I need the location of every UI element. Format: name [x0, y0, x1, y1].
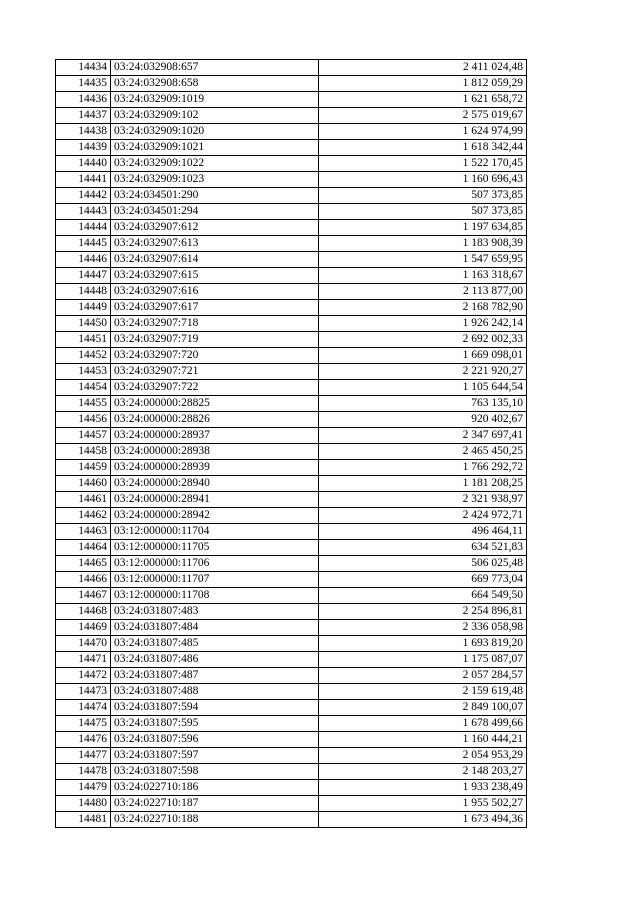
table-row [56, 524, 527, 540]
table-row [56, 732, 527, 748]
row-number-cell: 14439 [56, 140, 111, 156]
value-cell: 2 465 450,25 [319, 444, 527, 460]
table-row [56, 332, 527, 348]
table-row [56, 444, 527, 460]
table-row [56, 636, 527, 652]
cadastral-number-cell: 03:24:031807:485 [111, 636, 319, 652]
cadastral-number-cell: 03:24:032909:102 [111, 108, 319, 124]
value-cell: 669 773,04 [319, 572, 527, 588]
table-row [56, 204, 527, 220]
row-number-cell: 14438 [56, 124, 111, 140]
table-body [56, 60, 527, 828]
value-cell: 920 402,67 [319, 412, 527, 428]
value-cell: 634 521,83 [319, 540, 527, 556]
row-number-cell: 14446 [56, 252, 111, 268]
cadastral-number-cell: 03:24:032909:1023 [111, 172, 319, 188]
row-number-cell: 14476 [56, 732, 111, 748]
row-number-cell: 14435 [56, 76, 111, 92]
value-cell: 2 692 002,33 [319, 332, 527, 348]
value-cell: 1 693 819,20 [319, 636, 527, 652]
table-row [56, 364, 527, 380]
value-cell: 763 135,10 [319, 396, 527, 412]
value-cell: 2 347 697,41 [319, 428, 527, 444]
cadastral-number-cell: 03:24:032909:1022 [111, 156, 319, 172]
table-row [56, 172, 527, 188]
value-cell: 664 549,50 [319, 588, 527, 604]
cadastral-number-cell: 03:24:031807:486 [111, 652, 319, 668]
row-number-cell: 14480 [56, 796, 111, 812]
value-cell: 506 025,48 [319, 556, 527, 572]
table-row [56, 764, 527, 780]
cadastral-number-cell: 03:24:032907:616 [111, 284, 319, 300]
table-row [56, 428, 527, 444]
row-number-cell: 14459 [56, 460, 111, 476]
data-table [55, 59, 527, 828]
row-number-cell: 14445 [56, 236, 111, 252]
row-number-cell: 14452 [56, 348, 111, 364]
cadastral-number-cell: 03:24:034501:294 [111, 204, 319, 220]
cadastral-number-cell: 03:24:000000:28825 [111, 396, 319, 412]
table-row [56, 140, 527, 156]
cadastral-number-cell: 03:24:022710:188 [111, 812, 319, 828]
table-row [56, 380, 527, 396]
table-row [56, 716, 527, 732]
value-cell: 507 373,85 [319, 188, 527, 204]
table-row [56, 60, 527, 76]
table-row [56, 652, 527, 668]
table-row [56, 700, 527, 716]
table-row [56, 236, 527, 252]
cadastral-number-cell: 03:24:034501:290 [111, 188, 319, 204]
row-number-cell: 14472 [56, 668, 111, 684]
row-number-cell: 14457 [56, 428, 111, 444]
value-cell: 1 105 644,54 [319, 380, 527, 396]
row-number-cell: 14466 [56, 572, 111, 588]
value-cell: 507 373,85 [319, 204, 527, 220]
row-number-cell: 14467 [56, 588, 111, 604]
row-number-cell: 14478 [56, 764, 111, 780]
value-cell: 1 163 318,67 [319, 268, 527, 284]
row-number-cell: 14468 [56, 604, 111, 620]
table-row [56, 748, 527, 764]
row-number-cell: 14465 [56, 556, 111, 572]
table-row [56, 780, 527, 796]
cadastral-number-cell: 03:24:031807:597 [111, 748, 319, 764]
value-cell: 2 254 896,81 [319, 604, 527, 620]
cadastral-number-cell: 03:12:000000:11707 [111, 572, 319, 588]
value-cell: 1 669 098,01 [319, 348, 527, 364]
value-cell: 1 160 444,21 [319, 732, 527, 748]
cadastral-number-cell: 03:24:031807:487 [111, 668, 319, 684]
value-cell: 2 411 024,48 [319, 60, 527, 76]
value-cell: 2 168 782,90 [319, 300, 527, 316]
value-cell: 1 933 238,49 [319, 780, 527, 796]
cadastral-number-cell: 03:24:032909:1020 [111, 124, 319, 140]
cadastral-number-cell: 03:24:032907:615 [111, 268, 319, 284]
row-number-cell: 14460 [56, 476, 111, 492]
table-row [56, 796, 527, 812]
table-row [56, 268, 527, 284]
row-number-cell: 14481 [56, 812, 111, 828]
cadastral-number-cell: 03:24:032907:719 [111, 332, 319, 348]
cadastral-number-cell: 03:24:022710:187 [111, 796, 319, 812]
row-number-cell: 14442 [56, 188, 111, 204]
row-number-cell: 14464 [56, 540, 111, 556]
cadastral-number-cell: 03:24:032908:658 [111, 76, 319, 92]
row-number-cell: 14453 [56, 364, 111, 380]
table-row [56, 460, 527, 476]
cadastral-number-cell: 03:24:031807:484 [111, 620, 319, 636]
value-cell: 2 424 972,71 [319, 508, 527, 524]
cadastral-number-cell: 03:24:031807:488 [111, 684, 319, 700]
cadastral-number-cell: 03:24:032907:612 [111, 220, 319, 236]
value-cell: 1 618 342,44 [319, 140, 527, 156]
table-row [56, 556, 527, 572]
table-row [56, 588, 527, 604]
cadastral-number-cell: 03:24:031807:595 [111, 716, 319, 732]
row-number-cell: 14479 [56, 780, 111, 796]
row-number-cell: 14455 [56, 396, 111, 412]
cadastral-number-cell: 03:24:000000:28939 [111, 460, 319, 476]
cadastral-number-cell: 03:12:000000:11708 [111, 588, 319, 604]
cadastral-number-cell: 03:24:032908:657 [111, 60, 319, 76]
row-number-cell: 14450 [56, 316, 111, 332]
table-row [56, 604, 527, 620]
row-number-cell: 14477 [56, 748, 111, 764]
row-number-cell: 14444 [56, 220, 111, 236]
cadastral-number-cell: 03:24:032907:722 [111, 380, 319, 396]
row-number-cell: 14441 [56, 172, 111, 188]
row-number-cell: 14454 [56, 380, 111, 396]
value-cell: 2 159 619,48 [319, 684, 527, 700]
row-number-cell: 14456 [56, 412, 111, 428]
row-number-cell: 14462 [56, 508, 111, 524]
table-row [56, 412, 527, 428]
table-row [56, 284, 527, 300]
cadastral-number-cell: 03:12:000000:11705 [111, 540, 319, 556]
value-cell: 1 624 974,99 [319, 124, 527, 140]
row-number-cell: 14471 [56, 652, 111, 668]
row-number-cell: 14447 [56, 268, 111, 284]
table-row [56, 540, 527, 556]
cadastral-number-cell: 03:24:032907:614 [111, 252, 319, 268]
value-cell: 1 766 292,72 [319, 460, 527, 476]
value-cell: 1 812 059,29 [319, 76, 527, 92]
row-number-cell: 14434 [56, 60, 111, 76]
cadastral-number-cell: 03:24:032909:1021 [111, 140, 319, 156]
cadastral-number-cell: 03:24:000000:28940 [111, 476, 319, 492]
table-row [56, 316, 527, 332]
value-cell: 1 197 634,85 [319, 220, 527, 236]
value-cell: 1 926 242,14 [319, 316, 527, 332]
table-row [56, 684, 527, 700]
table-row [56, 188, 527, 204]
cadastral-number-cell: 03:24:000000:28938 [111, 444, 319, 460]
table-row [56, 812, 527, 828]
cadastral-number-cell: 03:12:000000:11706 [111, 556, 319, 572]
cadastral-number-cell: 03:24:032907:718 [111, 316, 319, 332]
cadastral-number-cell: 03:24:032907:721 [111, 364, 319, 380]
value-cell: 2 321 938,97 [319, 492, 527, 508]
row-number-cell: 14475 [56, 716, 111, 732]
table-row [56, 108, 527, 124]
row-number-cell: 14451 [56, 332, 111, 348]
cadastral-number-cell: 03:24:022710:186 [111, 780, 319, 796]
row-number-cell: 14470 [56, 636, 111, 652]
table-row [56, 476, 527, 492]
table-row [56, 220, 527, 236]
value-cell: 1 175 087,07 [319, 652, 527, 668]
value-cell: 2 849 100,07 [319, 700, 527, 716]
value-cell: 1 522 170,45 [319, 156, 527, 172]
cadastral-number-cell: 03:24:000000:28942 [111, 508, 319, 524]
cadastral-number-cell: 03:24:031807:598 [111, 764, 319, 780]
row-number-cell: 14449 [56, 300, 111, 316]
row-number-cell: 14463 [56, 524, 111, 540]
value-cell: 1 678 499,66 [319, 716, 527, 732]
row-number-cell: 14461 [56, 492, 111, 508]
value-cell: 2 336 058,98 [319, 620, 527, 636]
table-row [56, 300, 527, 316]
cadastral-number-cell: 03:24:032909:1019 [111, 92, 319, 108]
table-row [56, 668, 527, 684]
row-number-cell: 14473 [56, 684, 111, 700]
cadastral-number-cell: 03:24:000000:28941 [111, 492, 319, 508]
value-cell: 1 183 908,39 [319, 236, 527, 252]
value-cell: 1 621 658,72 [319, 92, 527, 108]
row-number-cell: 14474 [56, 700, 111, 716]
cadastral-number-cell: 03:24:032907:617 [111, 300, 319, 316]
table-row [56, 124, 527, 140]
cadastral-number-cell: 03:24:031807:483 [111, 604, 319, 620]
cadastral-number-cell: 03:24:000000:28826 [111, 412, 319, 428]
value-cell: 496 464,11 [319, 524, 527, 540]
table-row [56, 508, 527, 524]
table-row [56, 492, 527, 508]
value-cell: 1 160 696,43 [319, 172, 527, 188]
row-number-cell: 14440 [56, 156, 111, 172]
value-cell: 2 057 284,57 [319, 668, 527, 684]
cadastral-number-cell: 03:24:031807:596 [111, 732, 319, 748]
value-cell: 1 547 659,95 [319, 252, 527, 268]
value-cell: 2 113 877,00 [319, 284, 527, 300]
value-cell: 2 575 019,67 [319, 108, 527, 124]
value-cell: 1 955 502,27 [319, 796, 527, 812]
value-cell: 2 054 953,29 [319, 748, 527, 764]
row-number-cell: 14443 [56, 204, 111, 220]
table-row [56, 156, 527, 172]
cadastral-number-cell: 03:24:032907:720 [111, 348, 319, 364]
row-number-cell: 14448 [56, 284, 111, 300]
table-row [56, 572, 527, 588]
cadastral-number-cell: 03:24:000000:28937 [111, 428, 319, 444]
table-row [56, 620, 527, 636]
cadastral-number-cell: 03:12:000000:11704 [111, 524, 319, 540]
row-number-cell: 14469 [56, 620, 111, 636]
row-number-cell: 14437 [56, 108, 111, 124]
value-cell: 2 148 203,27 [319, 764, 527, 780]
row-number-cell: 14436 [56, 92, 111, 108]
row-number-cell: 14458 [56, 444, 111, 460]
cadastral-number-cell: 03:24:031807:594 [111, 700, 319, 716]
table-row [56, 252, 527, 268]
value-cell: 2 221 920,27 [319, 364, 527, 380]
cadastral-number-cell: 03:24:032907:613 [111, 236, 319, 252]
value-cell: 1 181 208,25 [319, 476, 527, 492]
table-row [56, 76, 527, 92]
value-cell: 1 673 494,36 [319, 812, 527, 828]
table-row [56, 348, 527, 364]
table-row [56, 92, 527, 108]
table-row [56, 396, 527, 412]
